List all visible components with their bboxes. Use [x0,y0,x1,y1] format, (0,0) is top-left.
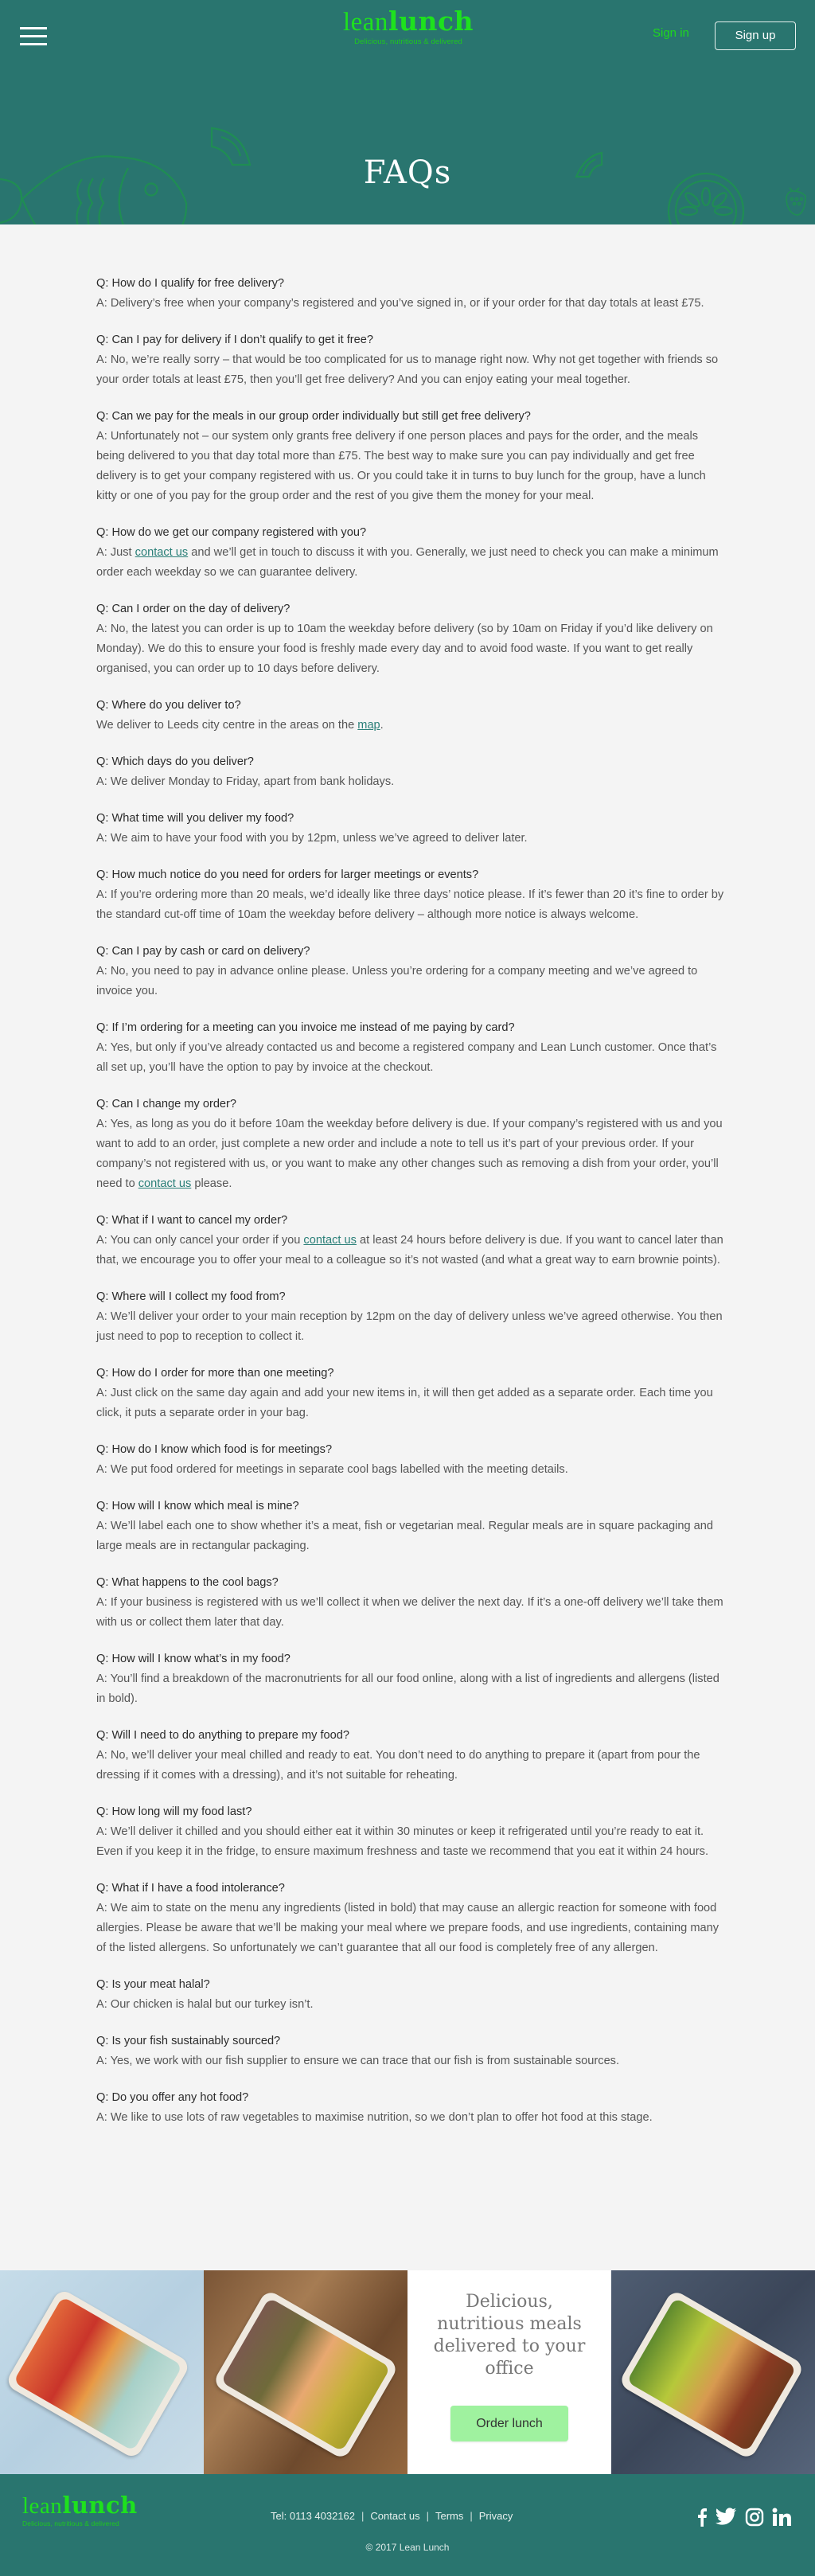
faq-answer [96,1114,725,1194]
faq-answer-text: A: You can only cancel your order if you [96,1234,304,1247]
faq-answer: A: We aim to state on the menu any ingredients (listed in bold) that may cause an allergic reaction for someone with food allergies. Please be aware that we’ll be making your meal where we prepare foods, and use ingredients, containing many of the listed allergens. So unfortunately we can’t guarantee that all our food is completely free of any allergen. [96,1902,719,1954]
menu-bar [20,27,47,29]
strawberry-illustration-icon [786,188,805,215]
faq-question: Q: Which days do you deliver? [96,755,254,768]
copyright: © 2017 Lean Lunch [365,2542,450,2553]
faq-list [0,224,815,2270]
sign-up-button[interactable]: Sign up [715,21,796,50]
faq-item [96,1095,723,1194]
faq-question: Q: How will I know which meal is mine? [96,1500,299,1512]
faq-answer: A: No, we’re really sorry – that would be too complicated for us to manage right now. Why not get together with friends so your order totals at least £75, then you’ll get free delivery? And you can enjoy eating your meal together. [96,353,719,386]
faq-question: Q: What happens to the cool bags? [96,1576,279,1589]
separator: | [361,2510,365,2522]
faq-question: Q: Is your meat halal? [96,1978,210,1991]
faq-answer [96,716,725,736]
faq-question: Q: How do I order for more than one meeting? [96,1367,334,1380]
footer-links [271,2510,513,2522]
faq-item [96,1573,723,1633]
faq-item [96,1018,719,1078]
facebook-icon[interactable] [697,2508,707,2531]
faq-item [96,599,719,679]
faq-answer: A: We’ll deliver it chilled and you should either eat it within 30 minutes or keep it refrigerated until you’re ready to eat it. Even if you keep it in the fridge, to ensure maximum freshness and taste we recommend that you eat it within 24 hours. [96,1825,709,1858]
contact-us-link[interactable]: contact us [303,1234,357,1247]
faq-question: Q: What time will you deliver my food? [96,812,294,825]
footer-logo-tagline: Delicious, nutritious & delivered [22,2519,119,2527]
faq-item [96,1649,719,1709]
faq-item [96,2032,719,2071]
contact-us-link[interactable]: contact us [138,1177,192,1190]
faq-question: Q: What if I want to cancel my order? [96,1214,288,1227]
meal-contents [14,2297,183,2451]
faq-answer: A: If your business is registered with us we’ll collect it when we deliver the next day. If it’s a one-off delivery we’ll take them with us or collect them later that day. [96,1596,723,1629]
sign-in-link[interactable]: Sign in [653,26,689,40]
faq-answer: A: If you’re ordering more than 20 meals, we’d ideally like three days’ notice please. If it’s fewer than 20 it’s fine to order by the standard cut-off time of 10am the weekday before delivery – although more notice is always welcome. [96,888,724,921]
promo-panel [408,2270,611,2474]
faq-answer: A: No, we’ll deliver your meal chilled and ready to eat. You don’t need to do anything to prepare it (apart from pour the dressing if it comes with a dressing), and it’s not suitable for reheating. [96,1749,700,1782]
faq-answer: A: We’ll label each one to show whether it’s a meat, fish or vegetarian meal. Regular meals are in square packaging and large meals are in rectangular packaging. [96,1520,713,1552]
faq-item [96,407,719,506]
faq-question: Q: Can I order on the day of delivery? [96,603,291,615]
faq-item [96,696,719,736]
instagram-icon[interactable] [745,2508,764,2531]
faq-answer-text: We deliver to Leeds city centre in the areas on the [96,719,358,732]
faq-question: Q: What if I have a food intolerance? [96,1882,285,1895]
faq-answer: A: No, you need to pay in advance online please. Unless you’re ordering for a company meeting and we’ve agreed to invoice you. [96,965,698,997]
map-link[interactable]: map [357,719,380,732]
site-logo[interactable] [341,8,476,46]
faq-question: Q: Where do you deliver to? [96,699,241,712]
page-title: FAQs [363,154,452,191]
faq-item [96,942,719,1001]
footer-logo-wordmark [22,2493,150,2518]
top-navigation [0,0,815,54]
faq-item [96,1497,719,1556]
meal-photo-falafel [204,2270,408,2474]
faq-question: Q: Will I need to do anything to prepare my food? [96,1729,349,1742]
linkedin-icon[interactable] [772,2508,793,2531]
logo-tagline: Delicious, nutritious & delivered [354,37,462,46]
faq-answer-text: . [380,719,384,732]
faq-question: Q: Do you offer any hot food? [96,2091,249,2104]
faq-item [96,1440,719,1480]
faq-question: Q: How will I know what’s in my food? [96,1653,291,1665]
meal-contents [220,2297,390,2452]
faq-answer: A: We deliver Monday to Friday, apart from bank holidays. [96,775,395,788]
faq-answer: A: Unfortunately not – our system only grants free delivery if one person places and pays for the order, and the meals being delivered to you that day total more than £75. The best way to make sure you can pay individually and get free delivery is to get your company registered with us. Or you could take it in turns to buy lunch for the group, have a lunch kitty or one of you pay for the group order and the rest of you give them the money for your meal. [96,430,706,502]
faq-question: Q: Can we pay for the meals in our group order individually but still get free delivery? [96,410,531,423]
contact-us-link[interactable]: contact us [135,546,189,559]
hamburger-menu-icon[interactable] [20,27,47,46]
faq-answer: A: Our chicken is halal but our turkey isn’t. [96,1998,314,2011]
faq-answer: A: We like to use lots of raw vegetables to maximise nutrition, so we don’t plan to offer hot food at this stage. [96,2111,653,2124]
faq-answer: A: Delivery’s free when your company’s registered and you’ve signed in, or if your order for that day totals at least £75. [96,297,704,310]
faq-item [96,1726,719,1786]
faq-question: Q: Can I pay for delivery if I don’t qualify to get it free? [96,334,373,346]
menu-bar [20,35,47,37]
footer-privacy-link[interactable]: Privacy [478,2510,513,2522]
faq-answer [96,543,725,583]
faq-question: Q: Can I change my order? [96,1098,237,1110]
footer-terms-link[interactable]: Terms [435,2510,464,2522]
faq-item [96,330,719,390]
separator: | [426,2510,429,2522]
faq-answer-text: A: Yes, as long as you do it before 10am the weekday before delivery is due. If your company’s registered with us and you want to add to an order, just complete a new order and include a note to tell us it’s part of your previous order. If your company’s not registered with us, or you want to make any other changes such as removing a dish from your order, you’ll need to [96,1118,723,1190]
faq-item [96,809,719,849]
faq-item [96,752,719,792]
footer-telephone: Tel: 0113 4032162 [271,2510,356,2522]
meal-tray [5,2288,192,2460]
footer-logo[interactable] [22,2493,150,2527]
faq-question: Q: Can I pay by cash or card on delivery? [96,945,310,958]
faq-question: Q: How do I qualify for free delivery? [96,277,285,290]
faq-answer: A: No, the latest you can order is up to 10am the weekday before delivery (so by 10am on Friday if you’d like delivery on Monday). We do this to ensure your food is freshly made every day and to avoid food waste. If you want to get really organised, you can order up to 10 days before delivery. [96,623,713,675]
faq-answer [96,1231,725,1270]
faq-answer-text: A: Just [96,546,135,559]
logo-wordmark [341,8,476,36]
footer-logo-lunch: lunch [62,2492,138,2519]
logo-lean: lean [342,8,388,37]
faq-item [96,1975,719,2015]
meal-contents [626,2297,796,2452]
social-links [697,2508,793,2531]
faq-question: Q: If I’m ordering for a meeting can you invoice me instead of me paying by card? [96,1021,515,1034]
faq-item [96,274,719,314]
faq-question: Q: Where will I collect my food from? [96,1290,286,1303]
faq-item [96,2088,719,2128]
faq-answer: A: We put food ordered for meetings in separate cool bags labelled with the meeting details. [96,1463,568,1476]
faq-answer-text: and we’ll get in touch to discuss it with you. Generally, we just need to check you can make a minimum order each weekday so we can guarantee delivery. [96,546,719,579]
faq-question: Q: How do we get our company registered with you? [96,526,367,539]
twitter-icon[interactable] [715,2508,737,2531]
order-lunch-button[interactable]: Order lunch [450,2406,568,2441]
faq-item [96,1364,719,1423]
meal-tray [212,2289,399,2461]
faq-item [96,1879,719,1958]
faq-question: Q: Is your fish sustainably sourced? [96,2035,281,2047]
meal-photo-chicken [611,2270,815,2474]
faq-answer: A: You’ll find a breakdown of the macronutrients for all our food online, along with a list of ingredients and allergens (listed in bold). [96,1672,719,1705]
meal-photo-spring-rolls [0,2270,204,2474]
faq-answer: A: We aim to have your food with you by 12pm, unless we’ve agreed to deliver later. [96,832,528,845]
faq-answer: A: Yes, we work with our fish supplier to ensure we can trace that our fish is from sustainable sources. [96,2055,620,2067]
footer-contact-link[interactable]: Contact us [370,2510,420,2522]
faq-answer: A: Just click on the same day again and add your new items in, it will then get added as a separate order. Each time you click, it puts a separate order in your bag. [96,1387,713,1419]
logo-lunch: lunch [388,6,474,37]
faq-item [96,1802,719,1862]
promo-strip [0,2270,815,2474]
promo-text: Delicious, nutritious meals delivered to your office [433,2292,586,2379]
faq-question: Q: How do I know which food is for meetings? [96,1443,333,1456]
faq-question: Q: How much notice do you need for orders for larger meetings or events? [96,868,479,881]
faq-item [96,1287,723,1347]
hero-banner [0,0,815,224]
faq-item [96,865,724,925]
faq-item [96,1211,723,1270]
meal-tray [618,2289,805,2461]
faq-answer: A: Yes, but only if you’ve already contacted us and become a registered company and Lean Lunch customer. Once that’s all set up, you’ll have the option to pay by invoice at the checkout. [96,1041,717,1074]
footer-logo-lean: lean [22,2493,63,2519]
menu-bar [20,43,47,45]
faq-question: Q: How long will my food last? [96,1805,252,1818]
separator: | [470,2510,473,2522]
footer [0,2474,815,2576]
faq-answer-text: at least 24 hours before delivery is due. If you want to cancel later than that, we encourage you to offer your meal to a colleague so it’s not wasted (and what a great way to earn brownie points). [96,1234,723,1267]
faq-answer: A: We’ll deliver your order to your main reception by 12pm on the day of delivery unless we’ve agreed otherwise. You then just need to pop to reception to collect it. [96,1310,723,1343]
faq-answer-text: please. [191,1177,232,1190]
faq-item [96,523,719,583]
